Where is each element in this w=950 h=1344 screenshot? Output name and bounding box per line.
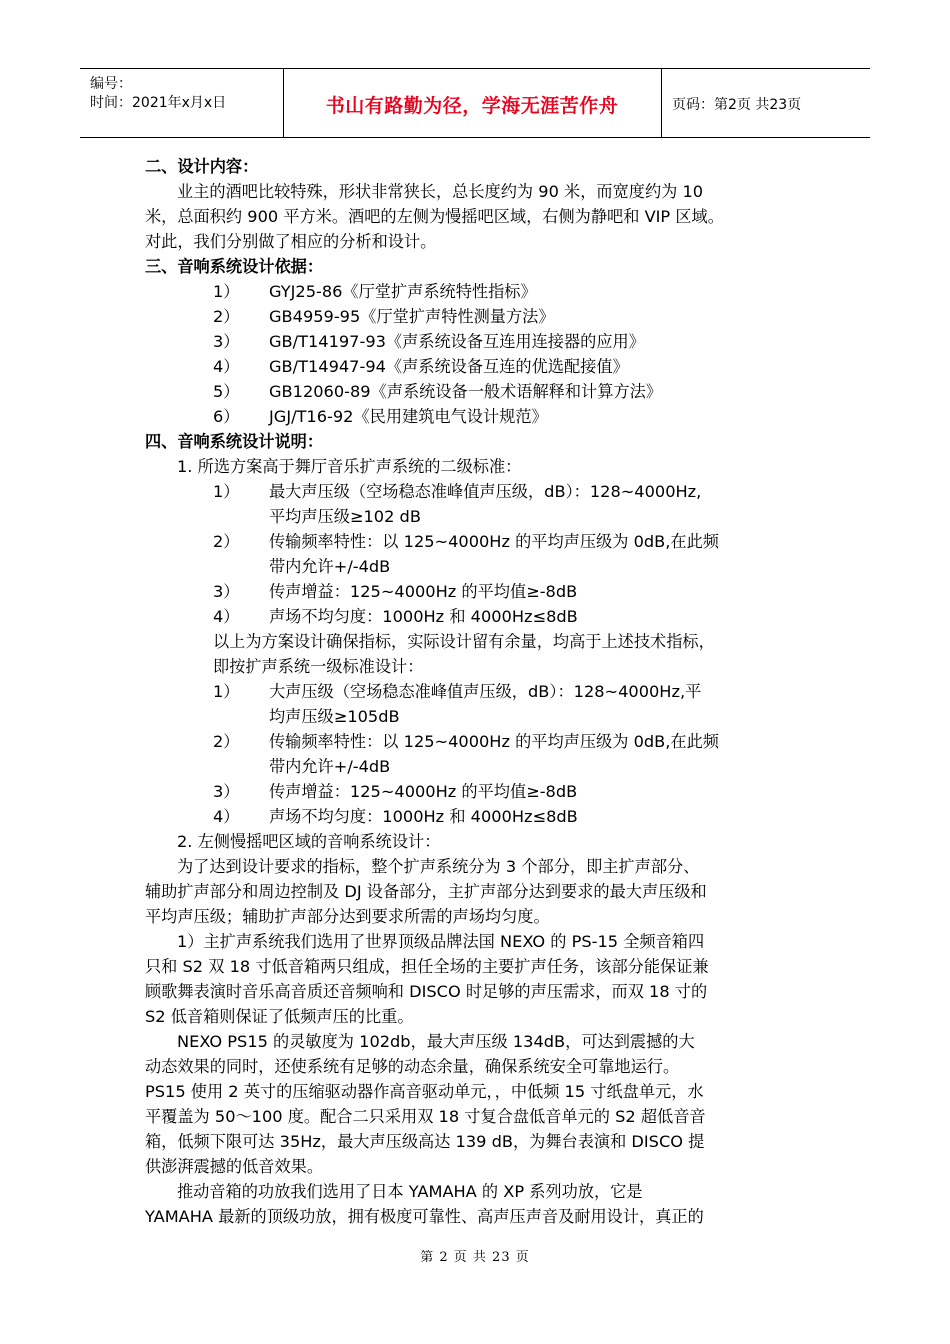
section-heading: 二、设计内容： — [145, 157, 259, 176]
list-text-continued: 均声压级≥105dB — [269, 707, 400, 726]
page-info: 页码：第2页 共23页 — [672, 97, 802, 113]
paragraph-line: 对此，我们分别做了相应的分析和设计。 — [145, 232, 437, 251]
list-text: GB/T14197-93《声系统设备互连用连接器的应用》 — [269, 332, 645, 351]
list-text: 传输频率特性：以 125~4000Hz 的平均声压级为 0dB,在此频 — [269, 732, 719, 751]
list-item — [145, 404, 810, 429]
list-number: 1） — [213, 282, 240, 301]
list-item — [145, 279, 810, 304]
list-item — [145, 579, 810, 604]
time-label: 时间：2021年x月x日 — [90, 95, 227, 111]
list-text-continued: 平均声压级≥102 dB — [269, 507, 421, 526]
paragraph-line: 辅助扩声部分和周边控制及 DJ 设备部分，主扩声部分达到要求的最大声压级和 — [145, 882, 707, 901]
list-item — [145, 804, 810, 829]
list-item — [145, 679, 810, 704]
list-text: 声场不均匀度：1000Hz 和 4000Hz≤8dB — [269, 607, 578, 626]
section-heading: 四、音响系统设计说明： — [145, 432, 324, 451]
paragraph-line: 1）主扩声系统我们选用了世界顶级品牌法国 NEXO 的 PS-15 全频音箱四 — [177, 932, 705, 951]
list-text: 传声增益：125~4000Hz 的平均值≥-8dB — [269, 582, 578, 601]
list-number: 4） — [213, 357, 240, 376]
list-text: GB4959-95《厅堂扩声特性测量方法》 — [269, 307, 555, 326]
paragraph-line: 平覆盖为 50～100 度。配合二只采用双 18 寸复合盘低音单元的 S2 超低音音 — [145, 1107, 706, 1126]
list-number: 3） — [213, 782, 240, 801]
paragraph-line: YAMAHA 最新的顶级功放，拥有极度可靠性、高声压声音及耐用设计，真正的 — [145, 1207, 704, 1226]
list-text: JGJ/T16-92《民用建筑电气设计规范》 — [269, 407, 548, 426]
paragraph-line: 动态效果的同时，还使系统有足够的动态余量，确保系统安全可靠地运行。 — [145, 1057, 680, 1076]
list-number: 3） — [213, 332, 240, 351]
list-text-continued: 带内允许+/-4dB — [269, 757, 391, 776]
list-text: 声场不均匀度：1000Hz 和 4000Hz≤8dB — [269, 807, 578, 826]
list-item — [145, 329, 810, 354]
paragraph-line: 顾歌舞表演时音乐高音质还音频响和 DISCO 时足够的声压需求，而双 18 寸的 — [145, 982, 708, 1001]
list-number: 6） — [213, 407, 240, 426]
document-body — [145, 154, 810, 1229]
list-text: 传输频率特性：以 125~4000Hz 的平均声压级为 0dB,在此频 — [269, 532, 719, 551]
subsection-heading: 1. 所选方案高于舞厅音乐扩声系统的二级标准： — [177, 457, 522, 476]
list-item — [145, 604, 810, 629]
page-footer: 第 2 页 共 23 页 — [420, 1250, 530, 1265]
list-text: GB12060-89《声系统设备一般术语解释和计算方法》 — [269, 382, 662, 401]
list-text: 最大声压级（空场稳态准峰值声压级，dB）：128~4000Hz, — [269, 482, 702, 501]
list-number: 1） — [213, 682, 240, 701]
paragraph-line: S2 低音箱则保证了低频声压的比重。 — [145, 1007, 414, 1026]
header-motto-cell — [283, 69, 662, 137]
list-number: 2） — [213, 532, 240, 551]
paragraph-line: 以上为方案设计确保指标，实际设计留有余量，均高于上述技术指标， — [213, 632, 715, 651]
page-header — [80, 68, 870, 138]
paragraph-line: 箱，低频下限可达 35Hz，最大声压级高达 139 dB，为舞台表演和 DISCO 提 — [145, 1132, 705, 1151]
paragraph-line: 供澎湃震撼的低音效果。 — [145, 1157, 324, 1176]
paragraph-line: 只和 S2 双 18 寸低音箱两只组成，担任全场的主要扩声任务，该部分能保证兼 — [145, 957, 709, 976]
paragraph-line: 业主的酒吧比较特殊，形状非常狭长，总长度约为 90 米，而宽度约为 10 — [177, 182, 704, 201]
section-heading: 三、音响系统设计依据： — [145, 257, 324, 276]
paragraph-line: PS15 使用 2 英寸的压缩驱动器作高音驱动单元，，中低频 15 寸纸盘单元，水 — [145, 1082, 704, 1101]
list-item — [145, 729, 810, 754]
paragraph-line: 即按扩声系统一级标准设计： — [213, 657, 424, 676]
list-text-continued: 带内允许+/-4dB — [269, 557, 391, 576]
paragraph-line: 为了达到设计要求的指标，整个扩声系统分为 3 个部分，即主扩声部分、 — [177, 857, 700, 876]
list-item — [145, 529, 810, 554]
paragraph-line: 米，总面积约 900 平方米。酒吧的左侧为慢摇吧区域，右侧为静吧和 VIP 区域。 — [145, 207, 724, 226]
list-number: 3） — [213, 582, 240, 601]
list-item — [145, 354, 810, 379]
list-text: 大声压级（空场稳态准峰值声压级，dB）：128~4000Hz,平 — [269, 682, 702, 701]
number-label: 编号： — [90, 76, 132, 92]
list-item — [145, 479, 810, 504]
list-number: 2） — [213, 307, 240, 326]
list-number: 1） — [213, 482, 240, 501]
list-item — [145, 779, 810, 804]
list-number: 2） — [213, 732, 240, 751]
paragraph-line: 推动音箱的功放我们选用了日本 YAMAHA 的 XP 系列功放，它是 — [177, 1182, 643, 1201]
motto: 书山有路勤为径，学海无涯苦作舟 — [325, 95, 619, 117]
list-number: 4） — [213, 607, 240, 626]
list-number: 5） — [213, 382, 240, 401]
paragraph-line: NEXO PS15 的灵敏度为 102db，最大声压级 134dB，可达到震撼的大 — [177, 1032, 695, 1051]
list-text: 传声增益：125~4000Hz 的平均值≥-8dB — [269, 782, 578, 801]
list-number: 4） — [213, 807, 240, 826]
list-item — [145, 379, 810, 404]
header-info-cell — [80, 69, 284, 137]
subsection-heading: 2. 左侧慢摇吧区域的音响系统设计： — [177, 832, 441, 851]
list-text: GB/T14947-94《声系统设备互连的优选配接值》 — [269, 357, 629, 376]
paragraph-line: 平均声压级；辅助扩声部分达到要求所需的声场均匀度。 — [145, 907, 550, 926]
list-item — [145, 304, 810, 329]
list-text: GYJ25-86《厅堂扩声系统特性指标》 — [269, 282, 537, 301]
header-page-cell — [662, 69, 870, 137]
